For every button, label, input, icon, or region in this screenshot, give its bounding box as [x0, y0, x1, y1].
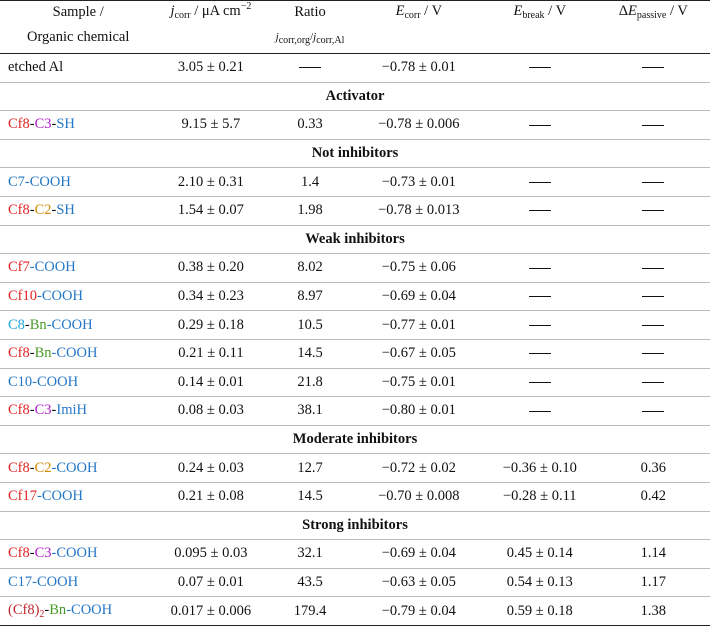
ecorr-value: −0.70 ± 0.008: [378, 488, 460, 505]
section-header: [0, 225, 710, 254]
ebreak-value: [483, 397, 597, 426]
table-row: [0, 282, 710, 311]
ecorr-value: −0.75 ± 0.01: [381, 373, 456, 390]
jcorr-value: 3.05 ± 0.21: [177, 59, 244, 76]
section-header: [0, 511, 710, 540]
ebreak-value: [483, 254, 597, 283]
dep-value: [597, 368, 710, 397]
sample-name: Cf8-C2-SH: [8, 202, 75, 219]
ecorr-value: −0.72 ± 0.02: [381, 459, 456, 476]
sample-name: C17-COOH: [8, 573, 79, 590]
jcorr-value: 0.07 ± 0.01: [177, 573, 244, 590]
header-row-1: [0, 1, 710, 22]
header-jcorr: $j_{corr}$ / μA $cm^{-2}$: [170, 1, 252, 21]
ratio-value: 179.4: [293, 602, 327, 619]
section-moderate-inhibitors: Moderate inhibitors: [292, 431, 418, 448]
table-row: [0, 454, 710, 483]
ratio-value: [265, 54, 354, 83]
sample-name: Cf17-COOH: [8, 488, 83, 505]
dash: [529, 210, 551, 211]
jcorr-value: 2.10 ± 0.31: [177, 173, 244, 190]
dep-value: [597, 111, 710, 140]
table-row: [0, 597, 710, 626]
dash: [529, 411, 551, 412]
jcorr-value: 0.21 ± 0.11: [178, 345, 244, 362]
dash: [529, 67, 551, 68]
jcorr-value: 0.38 ± 0.20: [177, 259, 244, 276]
section-header: [0, 139, 710, 168]
dash: [529, 125, 551, 126]
ecorr-value: −0.78 ± 0.013: [378, 202, 460, 219]
dash: [529, 382, 551, 383]
sample-name: Cf8-C3-SH: [8, 116, 75, 133]
jcorr-value: 0.34 ± 0.23: [177, 288, 244, 305]
table-row: [0, 540, 710, 569]
ecorr-value: −0.77 ± 0.01: [381, 316, 456, 333]
ebreak-value: [483, 282, 597, 311]
table-row: [0, 339, 710, 368]
dep-value: 0.36: [640, 459, 666, 476]
dep-value: [597, 311, 710, 340]
dash: [642, 411, 664, 412]
dash: [642, 325, 664, 326]
ratio-value: 14.5: [297, 488, 323, 505]
sample-name: Cf8-C2-COOH: [8, 459, 98, 476]
jcorr-value: 9.15 ± 5.7: [181, 116, 241, 133]
table-row: [0, 368, 710, 397]
ebreak-value: [483, 339, 597, 368]
ratio-value: 14.5: [297, 345, 323, 362]
dash: [642, 296, 664, 297]
table-row: [0, 54, 710, 83]
ratio-value: 32.1: [297, 545, 323, 562]
ebreak-value: [483, 311, 597, 340]
sample-name: Cf8-Bn-COOH: [8, 345, 98, 362]
dash: [642, 382, 664, 383]
section-strong-inhibitors: Strong inhibitors: [302, 516, 408, 533]
ratio-value: 0.33: [297, 116, 323, 133]
dep-value: 1.38: [640, 602, 666, 619]
table-row: [0, 311, 710, 340]
dep-value: [597, 168, 710, 197]
ecorr-value: −0.75 ± 0.06: [381, 259, 456, 276]
dep-value: [597, 254, 710, 283]
ecorr-value: −0.79 ± 0.04: [381, 602, 456, 619]
table-row: [0, 111, 710, 140]
dash: [529, 353, 551, 354]
dash: [529, 325, 551, 326]
dash: [529, 268, 551, 269]
dep-value: [597, 196, 710, 225]
jcorr-value: 0.24 ± 0.03: [177, 459, 244, 476]
table-row: [0, 196, 710, 225]
ratio-value: 12.7: [297, 459, 323, 476]
sample-name: Cf8-C3-ImiH: [8, 402, 87, 419]
dep-value: [597, 282, 710, 311]
ebreak-value: 0.54 ± 0.13: [506, 573, 573, 590]
ecorr-value: −0.80 ± 0.01: [381, 402, 456, 419]
ratio-value: 1.4: [300, 173, 320, 190]
ebreak-value: [483, 54, 597, 83]
header-ratio: Ratio: [294, 4, 326, 20]
table-row: [0, 397, 710, 426]
ecorr-value: −0.63 ± 0.05: [381, 573, 456, 590]
header-ecorr: $E_{corr}$ / V: [395, 3, 443, 21]
ebreak-value: [483, 111, 597, 140]
header-dep: $\Delta E_{passive}$ / V: [618, 3, 688, 21]
header-row-2: [0, 21, 710, 54]
jcorr-value: 0.095 ± 0.03: [174, 545, 248, 562]
ecorr-value: −0.69 ± 0.04: [381, 288, 456, 305]
jcorr-value: 0.14 ± 0.01: [177, 373, 244, 390]
ecorr-value: −0.73 ± 0.01: [381, 173, 456, 190]
jcorr-value: 1.54 ± 0.07: [177, 202, 244, 219]
header-sample-line2: Organic chemical: [27, 28, 130, 45]
ebreak-value: 0.45 ± 0.14: [506, 545, 573, 562]
dash: [642, 353, 664, 354]
section-header: [0, 82, 710, 111]
table-row: [0, 568, 710, 597]
jcorr-value: 0.08 ± 0.03: [177, 402, 244, 419]
sample-name: C10-COOH: [8, 373, 79, 390]
dep-value: [597, 339, 710, 368]
ecorr-value: −0.67 ± 0.05: [381, 345, 456, 362]
sample-name: Cf7-COOH: [8, 259, 76, 276]
section-activator: Activator: [325, 87, 385, 104]
dash: [299, 67, 321, 68]
ratio-value: 1.98: [297, 202, 323, 219]
dep-value: [597, 54, 710, 83]
dash: [642, 268, 664, 269]
jcorr-value: 0.29 ± 0.18: [177, 316, 244, 333]
table-row: [0, 168, 710, 197]
sample-name: Cf8-C3-COOH: [8, 545, 98, 562]
header-ratio-formula: jcorr,org/jcorr,Al: [275, 31, 345, 46]
ratio-value: 43.5: [297, 573, 323, 590]
jcorr-value: 0.017 ± 0.006: [170, 602, 252, 619]
header-ebreak: $E_{break}$ / V: [513, 3, 567, 21]
ebreak-value: 0.59 ± 0.18: [506, 602, 573, 619]
section-weak-inhibitors: Weak inhibitors: [305, 230, 405, 247]
sample-name: C7-COOH: [8, 173, 71, 190]
sample-name: C8-Bn-COOH: [8, 316, 93, 333]
dash: [529, 296, 551, 297]
ratio-value: 21.8: [297, 373, 323, 390]
header-sample: Sample /: [52, 4, 104, 20]
dash: [642, 182, 664, 183]
dep-value: 0.42: [640, 488, 666, 505]
dash: [642, 67, 664, 68]
sample-name: etched Al: [8, 59, 64, 76]
dep-value: 1.17: [640, 573, 666, 590]
ebreak-value: [483, 168, 597, 197]
ebreak-value: −0.36 ± 0.10: [502, 459, 577, 476]
table-row: [0, 482, 710, 511]
sample-name: $(Cf8)_2-Bn$-COOH: [8, 602, 113, 621]
section-not-inhibitors: Not inhibitors: [311, 145, 399, 162]
ebreak-value: [483, 368, 597, 397]
dep-value: [597, 397, 710, 426]
dep-value: 1.14: [640, 545, 666, 562]
ratio-value: 8.02: [297, 259, 323, 276]
ecorr-value: −0.78 ± 0.01: [381, 59, 456, 76]
table-row: [0, 254, 710, 283]
ratio-value: 38.1: [297, 402, 323, 419]
ecorr-value: −0.69 ± 0.04: [381, 545, 456, 562]
ratio-value: 10.5: [297, 316, 323, 333]
ebreak-value: −0.28 ± 0.11: [502, 488, 577, 505]
jcorr-value: 0.21 ± 0.08: [177, 488, 244, 505]
ratio-value: 8.97: [297, 288, 323, 305]
dash: [529, 182, 551, 183]
dash: [642, 210, 664, 211]
ecorr-value: −0.78 ± 0.006: [378, 116, 460, 133]
sample-name: Cf10-COOH: [8, 288, 83, 305]
dash: [642, 125, 664, 126]
section-header: [0, 425, 710, 454]
ebreak-value: [483, 196, 597, 225]
